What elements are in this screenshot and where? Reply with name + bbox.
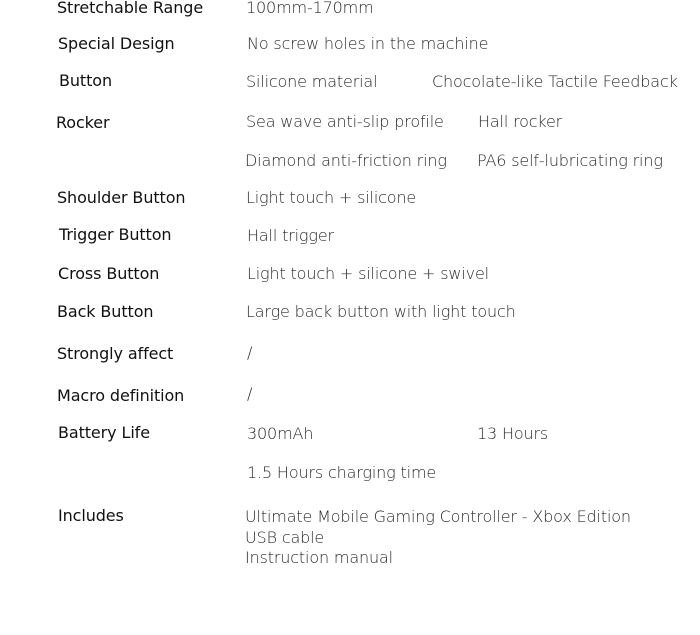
- label-cross-button: Cross Button: [58, 264, 160, 283]
- list-item: Instruction manual: [245, 548, 393, 567]
- value-rocker-type: Hall rocker: [478, 112, 563, 131]
- value-button-feedback: Chocolate-like Tactile Feedback: [432, 72, 678, 91]
- value-special-design: No screw holes in the machine: [247, 34, 489, 53]
- label-rocker: Rocker: [56, 113, 110, 132]
- label-shoulder-button: Shoulder Button: [57, 188, 186, 207]
- value-rocker-profile: Sea wave anti-slip profile: [246, 112, 444, 131]
- value-rocker-lubricating-ring: PA6 self-lubricating ring: [477, 151, 663, 170]
- value-macro-definition: /: [247, 384, 253, 403]
- label-back-button: Back Button: [57, 302, 154, 321]
- label-trigger-button: Trigger Button: [59, 225, 172, 244]
- value-cross-button: Light touch + silicone + swivel: [247, 264, 489, 283]
- label-stretchable-range: Stretchable Range: [57, 0, 204, 17]
- label-battery-life: Battery Life: [58, 423, 150, 442]
- value-trigger-button: Hall trigger: [247, 226, 334, 245]
- value-stretchable-range: 100mm-170mm: [246, 0, 374, 17]
- label-button: Button: [59, 71, 112, 90]
- list-item: USB cable: [245, 527, 325, 547]
- value-button-material: Silicone material: [246, 72, 378, 91]
- includes-list: [245, 507, 631, 569]
- value-charging-time: 1.5 Hours charging time: [247, 463, 437, 482]
- value-rocker-ring: Diamond anti-friction ring: [245, 151, 447, 170]
- label-special-design: Special Design: [58, 34, 175, 53]
- value-back-button: Large back button with light touch: [246, 302, 516, 321]
- label-strongly-affect: Strongly affect: [57, 344, 174, 363]
- value-strongly-affect: /: [247, 343, 253, 362]
- list-item: Ultimate Mobile Gaming Controller - Xbox Edition: [245, 507, 631, 526]
- value-shoulder-button: Light touch + silicone: [246, 188, 417, 207]
- value-battery-duration: 13 Hours: [477, 424, 549, 443]
- label-macro-definition: Macro definition: [57, 386, 185, 405]
- label-includes: Includes: [58, 506, 124, 525]
- value-battery-capacity: 300mAh: [247, 424, 314, 443]
